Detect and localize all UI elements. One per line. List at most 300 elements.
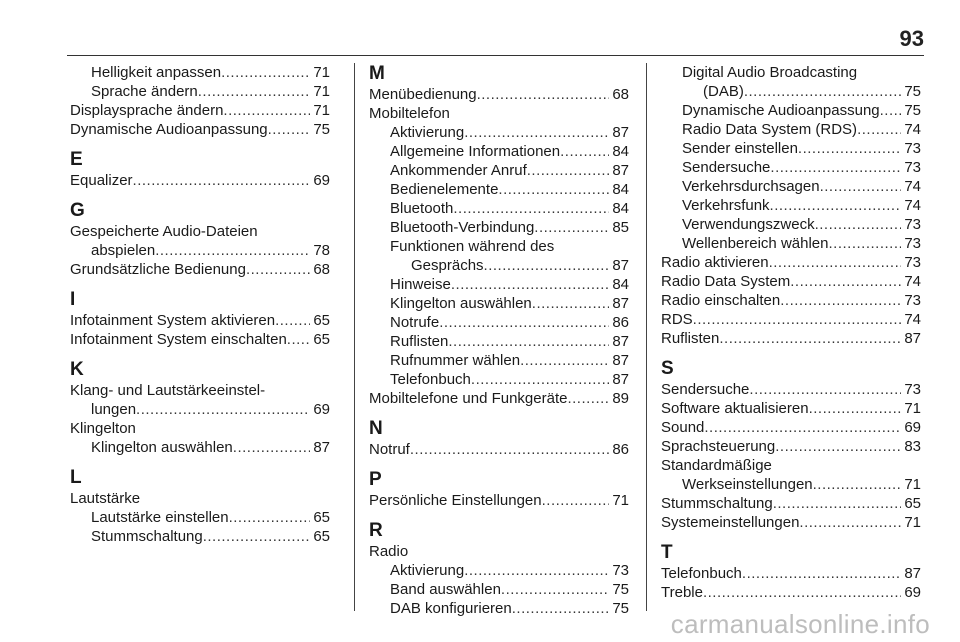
entry-text: Verkehrsfunk	[682, 197, 770, 214]
index-group-heading: Lautstärke	[70, 490, 141, 507]
index-entry[interactable]	[661, 177, 921, 196]
index-entry[interactable]	[70, 508, 330, 527]
index-entry-line	[661, 513, 921, 532]
index-entry-line	[70, 260, 330, 279]
entry-text: Klingelton auswählen	[91, 439, 233, 456]
index-entry[interactable]	[70, 82, 330, 101]
index-entry[interactable]	[369, 561, 629, 580]
index-entry[interactable]	[70, 330, 330, 349]
index-entry[interactable]	[369, 199, 629, 218]
index-entry[interactable]	[661, 564, 921, 583]
entry-text: Gesprächs	[411, 257, 484, 274]
index-entry-line	[70, 330, 330, 349]
column-divider	[354, 63, 355, 611]
index-entry[interactable]	[661, 272, 921, 291]
index-entry-line	[682, 177, 921, 196]
index-entry-line	[661, 564, 921, 583]
index-section	[369, 469, 629, 510]
index-entry-line	[661, 310, 921, 329]
dot-leader	[198, 82, 311, 101]
index-section	[661, 542, 921, 602]
dot-leader	[703, 583, 901, 602]
index-entry-line	[91, 63, 330, 82]
dot-leader	[527, 161, 610, 180]
index-section	[70, 63, 330, 139]
index-entry-line	[661, 380, 921, 399]
entry-text: Wellenbereich wählen	[682, 235, 829, 252]
index-entry[interactable]	[369, 580, 629, 599]
dot-leader	[534, 218, 609, 237]
dot-leader	[451, 275, 609, 294]
entry-text: Sender einstellen	[682, 140, 798, 157]
index-entry-line	[682, 101, 921, 120]
dot-leader	[780, 291, 901, 310]
index-section	[70, 289, 330, 349]
index-entry[interactable]	[70, 311, 330, 330]
index-entry[interactable]	[369, 294, 629, 313]
entry-text: Aktivierung	[390, 124, 465, 141]
index-entry-line	[369, 389, 629, 408]
page-number: 93	[899, 26, 924, 51]
index-section	[70, 200, 330, 279]
index-entry[interactable]	[369, 599, 629, 618]
index-entry[interactable]	[369, 85, 629, 104]
index-entry-line	[661, 399, 921, 418]
page-reference: 73	[904, 254, 921, 271]
index-entry-line	[390, 370, 629, 389]
index-entry[interactable]	[369, 142, 629, 161]
entry-text: Equalizer	[70, 172, 133, 189]
entry-text: Radio Data System	[661, 273, 791, 290]
entry-text: Radio aktivieren	[661, 254, 769, 271]
index-entry-line	[369, 491, 629, 510]
page-reference: 69	[313, 172, 330, 189]
dot-leader	[484, 256, 610, 275]
header-rule	[67, 55, 924, 56]
index-entry-line	[390, 218, 629, 237]
index-entry[interactable]	[661, 234, 921, 253]
index-entry-line	[70, 241, 330, 260]
index-entry[interactable]	[661, 253, 921, 272]
dot-leader	[133, 171, 311, 190]
index-entry-line	[390, 313, 629, 332]
index-entry[interactable]	[369, 370, 629, 389]
index-section	[70, 467, 330, 546]
page-reference: 74	[904, 178, 921, 195]
page-reference: 87	[612, 257, 629, 274]
entry-text: Persönliche Einstellungen	[369, 492, 542, 509]
dot-leader	[229, 508, 311, 527]
index-entry-line	[390, 256, 629, 275]
entry-text: Werkseinstellungen	[682, 476, 813, 493]
section-letter: S	[661, 358, 674, 379]
index-section	[369, 63, 629, 408]
index-entry[interactable]	[661, 418, 921, 437]
index-entry-line	[70, 101, 330, 120]
index-entry-line	[91, 438, 330, 457]
entry-text: Dynamische Audioanpassung	[70, 121, 268, 138]
dot-leader	[815, 215, 902, 234]
index-column-2	[369, 63, 629, 618]
index-entry[interactable]	[369, 180, 629, 199]
page-reference: 87	[612, 162, 629, 179]
index-entry-line	[661, 272, 921, 291]
index-section	[661, 358, 921, 532]
dot-leader	[477, 85, 610, 104]
page-reference: 75	[904, 83, 921, 100]
dot-leader	[820, 177, 902, 196]
dot-leader	[448, 332, 609, 351]
index-entry-line	[661, 583, 921, 602]
index-entry[interactable]	[369, 351, 629, 370]
index-entry[interactable]	[661, 399, 921, 418]
index-entry[interactable]	[369, 440, 629, 459]
page-reference: 73	[612, 562, 629, 579]
page-reference: 87	[612, 352, 629, 369]
dot-leader	[567, 389, 609, 408]
index-entry[interactable]	[70, 171, 330, 190]
page-reference: 86	[612, 441, 629, 458]
page-reference: 68	[612, 86, 629, 103]
entry-text: Sprache ändern	[91, 83, 198, 100]
dot-leader	[471, 370, 609, 389]
dot-leader	[464, 561, 609, 580]
index-entry[interactable]	[70, 381, 330, 419]
page-reference: 87	[904, 330, 921, 347]
index-entry-line	[390, 142, 629, 161]
entry-text: Sendersuche	[682, 159, 771, 176]
dot-leader	[560, 142, 609, 161]
index-column-3	[661, 63, 921, 602]
index-entry[interactable]	[661, 513, 921, 532]
dot-leader	[268, 120, 311, 139]
index-entry-line	[682, 120, 921, 139]
page-reference: 86	[612, 314, 629, 331]
page-reference: 78	[313, 242, 330, 259]
index-entry-lead: Standardmäßige	[661, 457, 772, 474]
page-reference: 87	[612, 295, 629, 312]
dot-leader	[742, 564, 901, 583]
entry-text: Helligkeit anpassen	[91, 64, 222, 81]
index-entry-line	[661, 418, 921, 437]
dot-leader	[809, 399, 902, 418]
index-entry[interactable]	[661, 380, 921, 399]
section-letter: R	[369, 520, 383, 541]
dot-leader	[246, 260, 310, 279]
page-reference: 71	[904, 514, 921, 531]
index-entry-line	[390, 332, 629, 351]
dot-leader	[744, 82, 901, 101]
page-reference: 71	[904, 476, 921, 493]
index-entry[interactable]	[70, 527, 330, 546]
dot-leader	[828, 234, 901, 253]
entry-text: Klingelton auswählen	[390, 295, 532, 312]
dot-leader	[136, 400, 310, 419]
index-entry-lead: Gespeicherte Audio-Dateien	[70, 223, 258, 240]
page-reference: 84	[612, 200, 629, 217]
index-entry[interactable]	[661, 120, 921, 139]
page-reference: 74	[904, 273, 921, 290]
index-entry[interactable]	[661, 63, 921, 101]
index-section	[70, 149, 330, 190]
page-reference: 73	[904, 381, 921, 398]
page-reference: 87	[612, 371, 629, 388]
page-reference: 69	[904, 419, 921, 436]
index-entry[interactable]	[661, 101, 921, 120]
dot-leader	[857, 120, 901, 139]
section-letter: P	[369, 469, 382, 490]
entry-text: Menübedienung	[369, 86, 477, 103]
entry-text: Bedienelemente	[390, 181, 499, 198]
entry-text: Stummschaltung	[661, 495, 773, 512]
page-reference: 71	[904, 400, 921, 417]
index-entry[interactable]	[70, 63, 330, 82]
entry-text: Sendersuche	[661, 381, 750, 398]
index-entry[interactable]	[70, 438, 330, 457]
page-reference: 71	[313, 64, 330, 81]
index-entry[interactable]	[661, 456, 921, 494]
index-entry-line	[661, 291, 921, 310]
index-group-heading: Mobiltelefon	[369, 105, 450, 122]
dot-leader	[542, 491, 610, 510]
index-section	[369, 418, 629, 459]
index-entry-line	[682, 139, 921, 158]
entry-text: Ruflisten	[661, 330, 720, 347]
index-entry-line	[91, 527, 330, 546]
index-entry-line	[682, 82, 921, 101]
index-column-1	[70, 63, 330, 546]
page-reference: 68	[313, 261, 330, 278]
dot-leader	[769, 253, 902, 272]
watermark-text: carmanualsonline.info	[670, 609, 930, 639]
page-reference: 87	[904, 565, 921, 582]
index-entry-line	[390, 294, 629, 313]
entry-text: Infotainment System aktivieren	[70, 312, 276, 329]
index-entry[interactable]	[70, 101, 330, 120]
dot-leader	[532, 294, 610, 313]
entry-text: RDS	[661, 311, 693, 328]
index-group-heading: Klingelton	[70, 420, 136, 437]
index-entry[interactable]	[369, 218, 629, 237]
index-entry[interactable]	[70, 120, 330, 139]
index-section	[369, 520, 629, 618]
entry-text: Allgemeine Informationen	[390, 143, 561, 160]
entry-text: Infotainment System einschalten	[70, 331, 287, 348]
entry-text: Sound	[661, 419, 705, 436]
page-reference: 89	[612, 390, 629, 407]
index-entry-line	[369, 85, 629, 104]
page-reference: 74	[904, 197, 921, 214]
index-entry-line	[70, 311, 330, 330]
entry-text: Stummschaltung	[91, 528, 203, 545]
dot-leader	[798, 139, 901, 158]
entry-text: Mobiltelefone und Funkgeräte	[369, 390, 568, 407]
dot-leader	[813, 475, 902, 494]
index-entry-line	[390, 161, 629, 180]
index-entry[interactable]	[661, 437, 921, 456]
index-entry[interactable]	[661, 158, 921, 177]
entry-text: Hinweise	[390, 276, 451, 293]
page-reference: 65	[313, 312, 330, 329]
entry-text: Telefonbuch	[390, 371, 471, 388]
index-entry[interactable]	[369, 332, 629, 351]
dot-leader	[880, 101, 902, 120]
dot-leader	[799, 513, 901, 532]
page-reference: 69	[313, 401, 330, 418]
page-reference: 83	[904, 438, 921, 455]
page-reference: 73	[904, 292, 921, 309]
entry-text: abspielen	[91, 242, 156, 259]
page-reference: 87	[612, 333, 629, 350]
entry-text: Telefonbuch	[661, 565, 742, 582]
entry-text: Bluetooth-Verbindung	[390, 219, 535, 236]
section-letter: M	[369, 63, 385, 84]
index-entry[interactable]	[661, 310, 921, 329]
page-reference: 75	[313, 121, 330, 138]
entry-text: Verkehrsdurchsagen	[682, 178, 820, 195]
entry-text: Software aktualisieren	[661, 400, 809, 417]
entry-text: Grundsätzliche Bedienung	[70, 261, 246, 278]
index-entry-line	[91, 508, 330, 527]
index-entry-line	[70, 171, 330, 190]
entry-text: (DAB)	[703, 83, 744, 100]
entry-text: Radio Data System (RDS)	[682, 121, 858, 138]
index-entry-line	[661, 329, 921, 348]
dot-leader	[790, 272, 901, 291]
page-reference: 74	[904, 311, 921, 328]
entry-text: Ankommender Anruf	[390, 162, 527, 179]
entry-text: Notruf	[369, 441, 410, 458]
index-entry[interactable]	[70, 260, 330, 279]
column-divider	[646, 63, 647, 611]
page-reference: 65	[313, 331, 330, 348]
dot-leader	[512, 599, 610, 618]
section-letter: L	[70, 467, 82, 488]
entry-text: Dynamische Audioanpassung	[682, 102, 880, 119]
page-reference: 65	[313, 528, 330, 545]
index-entry-line	[390, 580, 629, 599]
index-entry-lead: Klang- und Lautstärkeeinstel-	[70, 382, 266, 399]
index-entry-line	[369, 440, 629, 459]
page-reference: 73	[904, 235, 921, 252]
index-entry[interactable]	[661, 291, 921, 310]
page-reference: 84	[612, 181, 629, 198]
dot-leader	[770, 196, 902, 215]
dot-leader	[501, 580, 609, 599]
index-entry-line	[70, 120, 330, 139]
page-reference: 73	[904, 216, 921, 233]
dot-leader	[287, 330, 311, 349]
index-entry-line	[70, 400, 330, 419]
index-entry-line	[390, 599, 629, 618]
dot-leader	[275, 311, 310, 330]
entry-text: Ruflisten	[390, 333, 449, 350]
page-reference: 69	[904, 584, 921, 601]
dot-leader	[223, 101, 310, 120]
index-entry-line	[661, 437, 921, 456]
index-entry[interactable]	[661, 494, 921, 513]
index-entry-line	[682, 215, 921, 234]
index-entry[interactable]	[661, 139, 921, 158]
page-reference: 74	[904, 121, 921, 138]
entry-text: Aktivierung	[390, 562, 465, 579]
section-letter: I	[70, 289, 76, 310]
dot-leader	[693, 310, 902, 329]
page-reference: 84	[612, 143, 629, 160]
entry-text: Band auswählen	[390, 581, 501, 598]
dot-leader	[520, 351, 609, 370]
index-entry[interactable]	[661, 215, 921, 234]
entry-text: Notrufe	[390, 314, 440, 331]
index-entry-line	[682, 158, 921, 177]
entry-text: Verwendungszweck	[682, 216, 815, 233]
index-entry[interactable]	[369, 275, 629, 294]
dot-leader	[233, 438, 311, 457]
index-entry[interactable]	[369, 123, 629, 142]
index-entry[interactable]	[369, 161, 629, 180]
index-entry-line	[91, 82, 330, 101]
index-section	[661, 63, 921, 348]
index-entry[interactable]	[369, 491, 629, 510]
page-reference: 75	[612, 581, 629, 598]
index-entry-line	[661, 475, 921, 494]
index-entry-line	[682, 196, 921, 215]
entry-text: Treble	[661, 584, 703, 601]
entry-text: Rufnummer wählen	[390, 352, 521, 369]
index-entry-line	[661, 253, 921, 272]
page-reference: 71	[612, 492, 629, 509]
page-reference: 71	[313, 83, 330, 100]
dot-leader	[410, 440, 609, 459]
dot-leader	[775, 437, 901, 456]
page-reference: 87	[313, 439, 330, 456]
section-letter: T	[661, 542, 673, 563]
section-letter: N	[369, 418, 383, 439]
index-entry-line	[390, 561, 629, 580]
index-section	[70, 359, 330, 457]
index-entry[interactable]	[369, 389, 629, 408]
page-reference: 73	[904, 140, 921, 157]
dot-leader	[203, 527, 311, 546]
entry-text: Radio einschalten	[661, 292, 781, 309]
entry-text: Bluetooth	[390, 200, 454, 217]
page-reference: 84	[612, 276, 629, 293]
index-entry-lead: Funktionen während des	[390, 238, 555, 255]
dot-leader	[439, 313, 609, 332]
index-entry-lead: Digital Audio Broadcasting	[682, 64, 858, 81]
page-reference: 75	[904, 102, 921, 119]
index-entry-line	[390, 199, 629, 218]
dot-leader	[221, 63, 310, 82]
index-entry[interactable]	[661, 196, 921, 215]
dot-leader	[498, 180, 609, 199]
section-letter: G	[70, 200, 85, 221]
page-reference: 75	[612, 600, 629, 617]
index-entry[interactable]	[70, 222, 330, 260]
index-entry-line	[390, 275, 629, 294]
index-entry[interactable]	[369, 237, 629, 275]
dot-leader	[770, 158, 901, 177]
dot-leader	[464, 123, 609, 142]
dot-leader	[704, 418, 901, 437]
index-entry-line	[682, 234, 921, 253]
index-entry[interactable]	[661, 329, 921, 348]
index-entry-line	[390, 180, 629, 199]
page-reference: 65	[313, 509, 330, 526]
index-entry[interactable]	[369, 313, 629, 332]
index-entry[interactable]	[661, 583, 921, 602]
page-reference: 85	[612, 219, 629, 236]
